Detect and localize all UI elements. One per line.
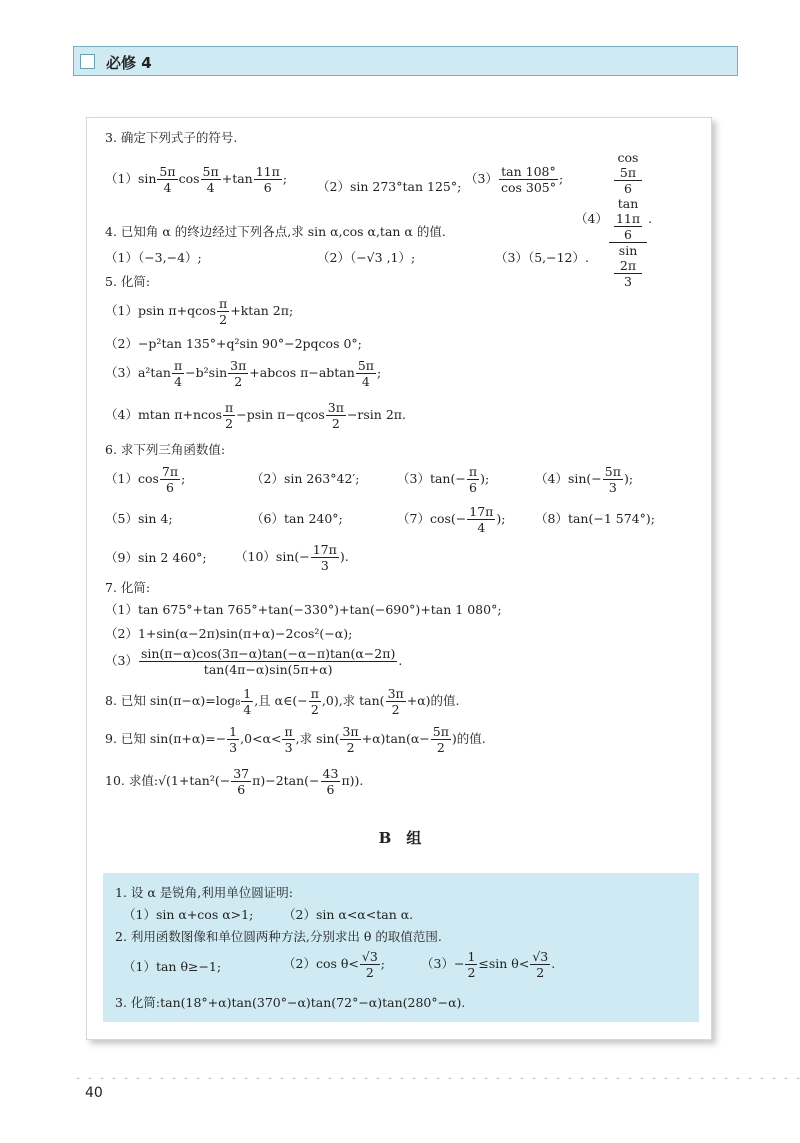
numerator: 5π [604, 464, 621, 479]
group-b-q1-item-2: （2）sin α<α<tan α. [283, 907, 414, 922]
denominator: 2 [310, 702, 319, 717]
text: （2）cos θ< [283, 956, 359, 971]
exercise-panel [86, 117, 712, 1040]
problem-3-item-2: （2）sin 273°tan 125°; [317, 179, 462, 194]
denominator: 2 [391, 702, 400, 717]
denominator: 2 [346, 740, 355, 755]
text: +ktan 2π; [230, 303, 294, 318]
group-b-q1-item-1: （1）sin α+cos α>1; [123, 907, 254, 922]
text: . [551, 956, 556, 971]
group-b-q2-item-2 [283, 949, 385, 980]
denominator: 6 [237, 782, 246, 797]
numerator: π [310, 686, 319, 701]
denominator: 4 [243, 702, 252, 717]
denominator: 4 [163, 180, 172, 195]
problem-6-item-6: （6）tan 240°; [251, 511, 343, 526]
text: （3） [465, 171, 498, 186]
text: π)−2tan(− [252, 773, 320, 788]
problem-7-item-1: （1）tan 675°+tan 765°+tan(−330°)+tan(−690°)+tan 1 080°; [105, 602, 502, 617]
problem-6-item-4 [535, 464, 633, 495]
numerator: √3 [532, 949, 549, 964]
denominator: 6 [326, 782, 335, 797]
problem-6-item-2: （2）sin 263°42′; [251, 471, 360, 486]
problem-5-stem: 5. 化简: [105, 274, 151, 289]
denominator: 2 [467, 965, 476, 980]
fraction [160, 464, 180, 495]
fraction [223, 400, 235, 431]
text: ); [623, 471, 634, 486]
text: +abcos π−abtan [249, 365, 355, 380]
text: 9. 已知 sin(π+α)=− [105, 731, 227, 746]
numerator: 17π [469, 504, 494, 519]
text: ,求 sin( [295, 731, 340, 746]
text: −rsin 2π. [346, 407, 406, 422]
problem-4-item-2: （2）（−√3 ,1）; [317, 250, 416, 265]
problem-4-stem: 4. 已知角 α 的终边经过下列各点,求 sin α,cos α,tan α 的值. [105, 224, 446, 239]
numerator: 37 [233, 766, 250, 781]
text: （3）− [421, 956, 465, 971]
footer-divider [72, 1077, 800, 1079]
text: ; [282, 171, 288, 186]
text: ,且 α∈(− [254, 693, 308, 708]
denominator: 4 [477, 520, 486, 535]
text: . [398, 653, 403, 668]
fraction [603, 464, 623, 495]
problem-5-item-2: （2）−p²tan 135°+q²sin 90°−2pqcos 0°; [105, 336, 362, 351]
text: 10. 求值:√(1+tan²(− [105, 773, 231, 788]
fraction [356, 358, 376, 389]
numerator: π [225, 400, 234, 415]
text: ; [376, 365, 382, 380]
numerator: 1 [467, 949, 476, 964]
text: （1）sin [105, 171, 157, 186]
text: ). [339, 549, 349, 564]
fraction [612, 211, 644, 242]
problem-3-item-1 [105, 164, 287, 195]
problem-6-item-3 [397, 464, 489, 495]
denominator: 6 [624, 181, 632, 196]
page-number: 40 [85, 1085, 103, 1101]
text: cos [178, 171, 200, 186]
denominator: 6 [468, 480, 477, 495]
text: cos [617, 150, 639, 165]
fraction [217, 296, 229, 327]
denominator: 6 [166, 480, 174, 495]
problem-10 [105, 766, 363, 797]
text: （4）mtan π+ncos [105, 407, 222, 422]
text: sin [618, 243, 638, 258]
problem-3-item-4 [575, 150, 652, 289]
numerator: 5π [614, 165, 642, 181]
denominator: 3 [284, 740, 293, 755]
denominator: 4 [361, 374, 370, 389]
group-b-q2-item-1: （1）tan θ≥−1; [123, 959, 222, 974]
problem-4-item-1: （1）（−3,−4）; [105, 250, 202, 265]
numerator [609, 150, 647, 243]
denominator: 2 [365, 965, 374, 980]
fraction [612, 258, 644, 289]
problem-6-stem: 6. 求下列三角函数值: [105, 442, 226, 457]
text: +α)的值. [406, 693, 460, 708]
fraction [231, 766, 251, 797]
text: （1）psin π+qcos [105, 303, 217, 318]
numerator: 11π [255, 164, 280, 179]
denominator: 3 [320, 558, 329, 573]
denominator: 4 [174, 374, 183, 389]
text: （1）cos [105, 471, 159, 486]
text: ,0),求 tan( [321, 693, 385, 708]
problem-5-item-1 [105, 296, 293, 327]
problem-3-item-3 [465, 164, 563, 195]
text: ,0<α< [240, 731, 282, 746]
denominator: 4 [206, 180, 215, 195]
problem-6-item-8: （8）tan(−1 574°); [535, 511, 655, 526]
problem-6-item-10 [235, 542, 349, 573]
problem-9 [105, 724, 486, 755]
chapter-header [73, 46, 738, 76]
problem-5-item-4 [105, 400, 406, 431]
numerator: 11π [615, 211, 641, 226]
text: （3）a²tan [105, 365, 171, 380]
problem-8 [105, 686, 460, 717]
denominator: cos 305° [500, 180, 556, 195]
problem-3-stem: 3. 确定下列式子的符号. [105, 130, 238, 145]
fraction [431, 724, 451, 755]
denominator: 2 [225, 416, 234, 431]
group-b-q2-stem: 2. 利用函数图像和单位圆两种方法,分别求出 θ 的取值范围. [115, 929, 442, 944]
denominator: 2 [536, 965, 545, 980]
numerator: π [468, 464, 478, 479]
text: （4）sin(− [535, 471, 602, 486]
problem-6-item-9: （9）sin 2 460°; [105, 550, 207, 565]
problem-6-item-7 [397, 504, 505, 535]
numerator: sin(π−α)cos(3π−α)tan(−α−π)tan(α−2π) [140, 646, 396, 661]
numerator: 5π [432, 724, 449, 739]
text: π)). [341, 773, 364, 788]
denominator [609, 243, 647, 289]
text: （3）tan(− [397, 471, 466, 486]
numerator: 3π [327, 400, 344, 415]
numerator: 1 [229, 724, 238, 739]
numerator: 2π [614, 258, 642, 274]
denominator: 2 [436, 740, 445, 755]
text: ≤sin θ< [478, 956, 530, 971]
fraction [326, 400, 346, 431]
fraction [465, 949, 477, 980]
numerator: 43 [322, 766, 339, 781]
text: . [648, 211, 653, 226]
text: +α)tan(α− [361, 731, 430, 746]
numerator: 3π [230, 358, 247, 373]
numerator: 3π [342, 724, 359, 739]
fraction [311, 542, 339, 573]
group-b-title: B 组 [378, 829, 422, 847]
numerator: π [173, 358, 183, 373]
problem-7-item-3 [105, 646, 402, 677]
fraction [609, 150, 647, 289]
problem-4-item-3: （3）（5,−12）. [495, 250, 589, 265]
problem-7-stem: 7. 化简: [105, 580, 151, 595]
numerator: 17π [312, 542, 337, 557]
denominator: 3 [608, 480, 617, 495]
fraction [530, 949, 550, 980]
fraction [499, 164, 558, 195]
text: −b²sin [185, 365, 228, 380]
problem-6-item-1 [105, 464, 185, 495]
text: +tan [221, 171, 253, 186]
text: （3） [105, 653, 138, 668]
numerator: tan 108° [499, 164, 558, 180]
text: ; [380, 956, 386, 971]
text: 8. 已知 sin(π−α)=log₈ [105, 693, 241, 708]
denominator: 2 [219, 312, 228, 327]
numerator: 1 [243, 686, 252, 701]
fraction [467, 504, 495, 535]
chapter-title: 必修 4 [106, 54, 152, 72]
numerator: 7π [161, 464, 179, 479]
numerator: 5π [202, 164, 219, 179]
fraction [340, 724, 360, 755]
fraction [321, 766, 341, 797]
denominator: 3 [229, 740, 238, 755]
group-b-q1-stem: 1. 设 α 是锐角,利用单位圆证明: [115, 885, 293, 900]
problem-5-item-3 [105, 358, 381, 389]
text: （4） [575, 211, 608, 226]
denominator: 6 [263, 180, 272, 195]
numerator: π [219, 296, 228, 311]
fraction [386, 686, 406, 717]
fraction [172, 358, 184, 389]
fraction [228, 358, 248, 389]
fraction [360, 949, 380, 980]
fraction [282, 724, 294, 755]
header-square-icon [80, 54, 95, 69]
denominator: 3 [624, 274, 632, 289]
denominator: 2 [331, 416, 340, 431]
text: )的值. [451, 731, 486, 746]
numerator: √3 [361, 949, 378, 964]
fraction [309, 686, 321, 717]
text: −psin π−qcos [236, 407, 325, 422]
numerator: 5π [357, 358, 374, 373]
problem-6-item-5: （5）sin 4; [105, 511, 173, 526]
fraction [254, 164, 282, 195]
text: ); [480, 471, 490, 486]
fraction [227, 724, 239, 755]
fraction [157, 164, 177, 195]
fraction [241, 686, 253, 717]
group-b-q2-item-3 [421, 949, 555, 980]
numerator: 3π [387, 686, 404, 701]
text: ; [558, 171, 564, 186]
numerator: π [284, 724, 293, 739]
text: ); [496, 511, 506, 526]
numerator: 5π [159, 164, 176, 179]
denominator: tan(4π−α)sin(5π+α) [203, 662, 333, 677]
text: （7）cos(− [397, 511, 467, 526]
text: tan [617, 196, 639, 211]
fraction [201, 164, 221, 195]
denominator: 2 [234, 374, 243, 389]
text: （10）sin(− [235, 549, 310, 564]
denominator: 6 [624, 227, 632, 242]
fraction [467, 464, 479, 495]
problem-7-item-2: （2）1+sin(α−2π)sin(π+α)−2cos²(−α); [105, 626, 353, 641]
group-b-box [103, 873, 699, 1022]
fraction [612, 165, 644, 196]
text: ; [181, 471, 186, 486]
group-b-q3: 3. 化简:tan(18°+α)tan(370°−α)tan(72°−α)tan(280°−α). [115, 995, 466, 1010]
fraction [139, 646, 397, 677]
